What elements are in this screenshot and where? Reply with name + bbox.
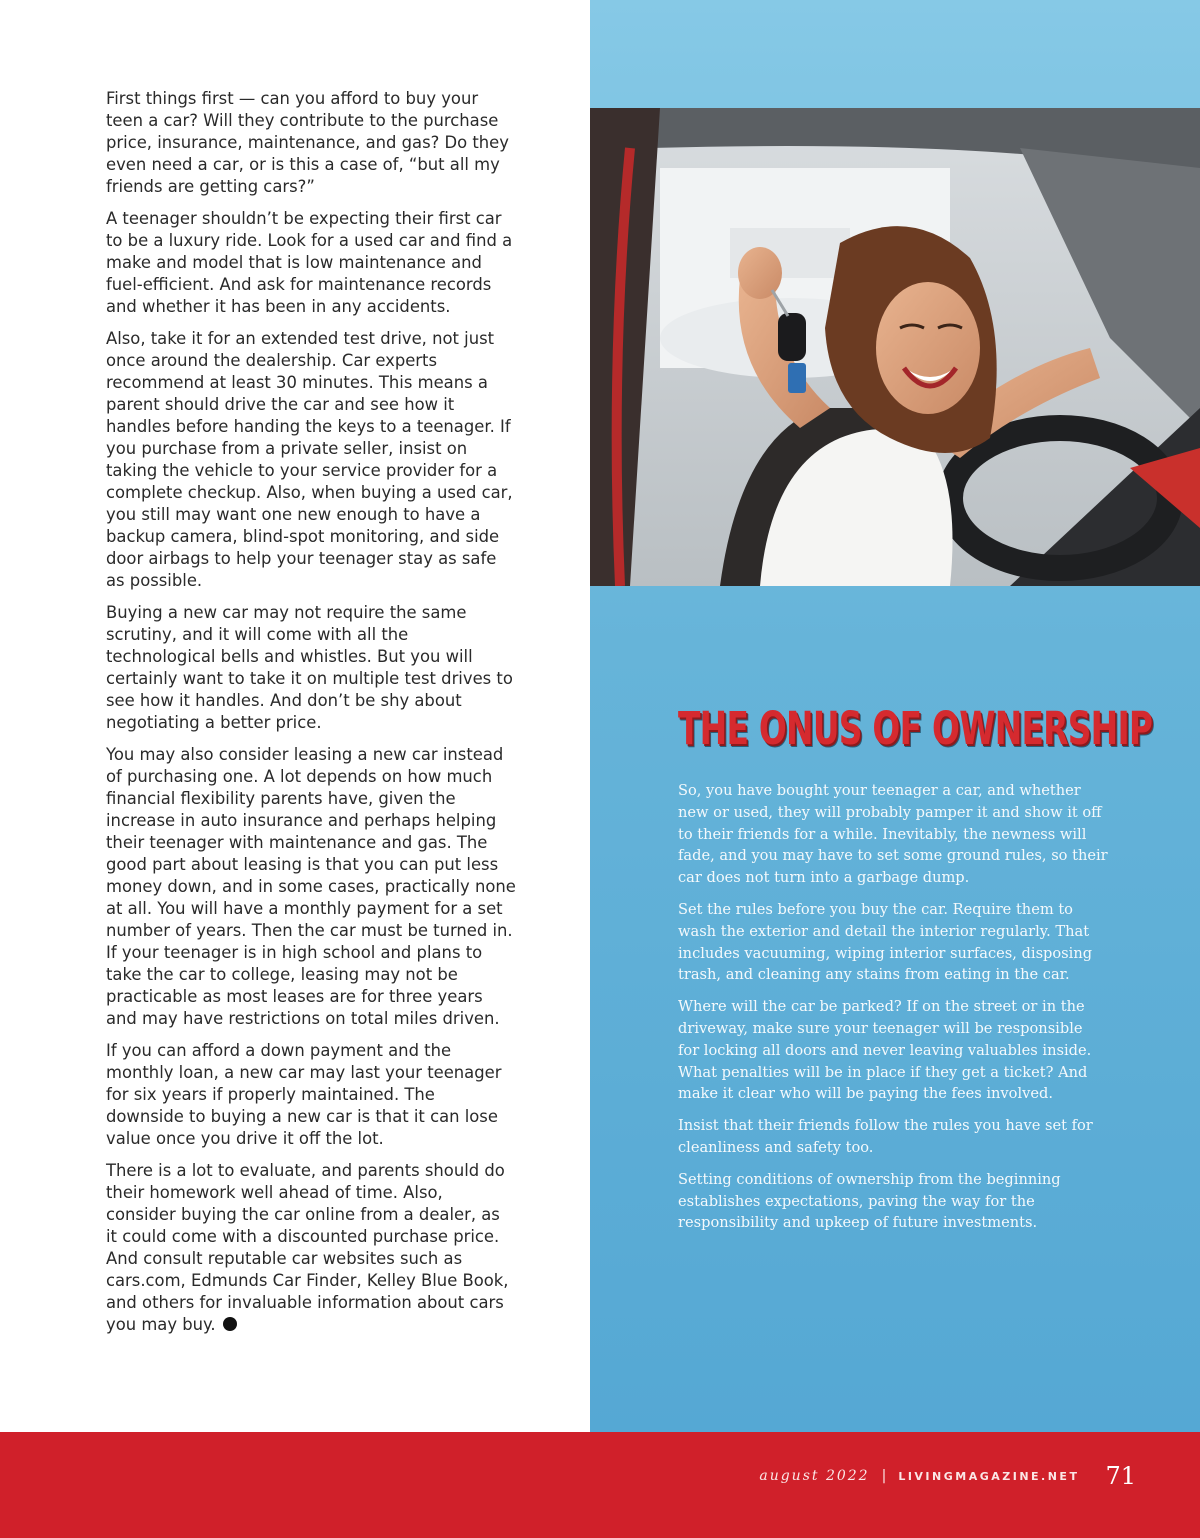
article-paragraph: First things first — can you afford to buy your teen a car? Will they contribute to the purchase price, insurance, maintenance, and gas? Do they even need a car, or is this a case of, “but all my friends are getting cars?” bbox=[106, 89, 509, 196]
sidebar-panel bbox=[590, 0, 1200, 1432]
sidebar-paragraph: Setting conditions of ownership from the beginning establishes expectations, paving the way for the responsibility and upkeep of future investments. bbox=[678, 1170, 1061, 1232]
sidebar-headline: THE ONUS OF OWNERSHIP bbox=[678, 702, 1153, 755]
page-number: 71 bbox=[1105, 1462, 1136, 1490]
living-magazine-logo-icon bbox=[223, 1317, 237, 1331]
article-paragraph-text: There is a lot to evaluate, and parents should do their homework well ahead of time. Also, consider buying the car online from a dealer, as it could come with a discounted purchase price. And consult reputable car websites such as cars.com, Edmunds Car Finder, Kelley Blue Book, and others for invaluable information about cars you may buy. bbox=[106, 1161, 509, 1334]
sidebar-body bbox=[678, 780, 1108, 1244]
teen-girl-holding-car-keys-photo bbox=[590, 108, 1200, 586]
sidebar-paragraph: Where will the car be parked? If on the street or in the driveway, make sure your teenager will be responsible for locking all doors and never leaving valuables inside. What penalties will be in place if they get a ticket? And make it clear who will be paying the fees involved. bbox=[678, 998, 1092, 1103]
page-folio bbox=[759, 1458, 1136, 1494]
sidebar-paragraph: Insist that their friends follow the rules you have set for cleanliness and safety too. bbox=[678, 1117, 1093, 1156]
article-paragraph: Also, take it for an extended test drive, not just once around the dealership. Car experts recommend at least 30 minutes. This means a parent should drive the car and see how it handles before handing the keys to a teenager. If you purchase from a private seller, insist on taking the vehicle to your service provider for a complete checkup. Also, when buying a used car, you still may want one new enough to have a backup camera, blind-spot monitoring, and side door airbags to help your teenager stay as safe as possible. bbox=[106, 329, 513, 590]
sidebar-paragraph: So, you have bought your teenager a car, and whether new or used, they will probably pamper it and show it off to their friends for a while. Inevitably, the newness will fade, and you may have to set some ground rules, so their car does not turn into a garbage dump. bbox=[678, 782, 1108, 887]
issue-date: august 2022 bbox=[759, 1468, 870, 1484]
article-main-column bbox=[106, 88, 516, 1346]
website-url: LIVINGMAGAZINE.NET bbox=[898, 1469, 1080, 1483]
folio-separator: | bbox=[881, 1468, 887, 1484]
article-paragraph: You may also consider leasing a new car instead of purchasing one. A lot depends on how much financial flexibility parents have, given the increase in auto insurance and perhaps helping their teenager with maintenance and gas. The good part about leasing is that you can put less money down, and in some cases, practically none at all. You will have a monthly payment for a set number of years. Then the car must be turned in. If your teenager is in high school and plans to take the car to college, leasing may not be practicable as most leases are for three years and may have restrictions on total miles driven. bbox=[106, 745, 516, 1028]
article-paragraph: Buying a new car may not require the same scrutiny, and it will come with all the technological bells and whistles. But you will certainly want to take it on multiple test drives to see how it handles. And don’t be shy about negotiating a better price. bbox=[106, 603, 513, 732]
article-paragraph-last bbox=[106, 1160, 516, 1336]
article-paragraph: If you can afford a down payment and the monthly loan, a new car may last your teenager for six years if properly maintained. The downside to buying a new car is that it can lose value once you drive it off the lot. bbox=[106, 1041, 502, 1148]
article-paragraph: A teenager shouldn’t be expecting their first car to be a luxury ride. Look for a used car and find a make and model that is low maintenance and fuel-efficient. And ask for maintenance records and whether it has been in any accidents. bbox=[106, 209, 513, 316]
sidebar-paragraph: Set the rules before you buy the car. Require them to wash the exterior and detail the interior regularly. That includes vacuuming, wiping interior surfaces, disposing trash, and cleaning any stains from eating in the car. bbox=[678, 900, 1093, 984]
